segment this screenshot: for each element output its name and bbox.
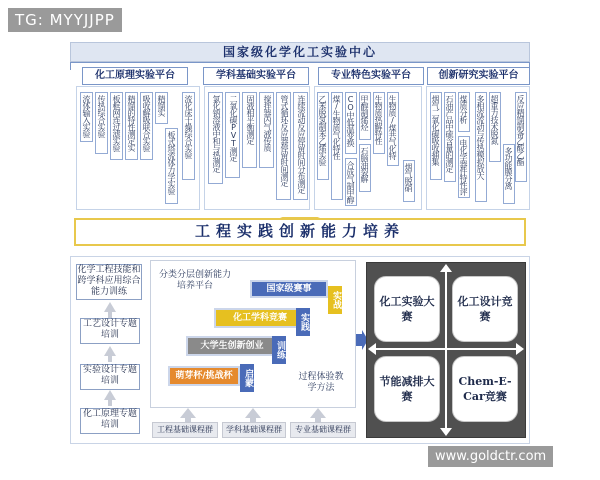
experiment-item: 精馏实: [155, 92, 168, 124]
experiment-item: 板框网连过滤实验: [110, 92, 123, 160]
experiment-item: 连续流动反应停留时间分布测定: [293, 92, 308, 200]
platform-label-chem-principle: 化工原理实验平台: [82, 67, 188, 85]
course-group-engineering: 工程基础课程群: [152, 422, 218, 438]
competition-chem-e-car: Chem-E-Car竞赛: [452, 356, 518, 422]
competition-chem-design: 化工设计竞赛: [452, 276, 518, 342]
experiment-item: 烟气脱硝: [403, 160, 415, 202]
experiment-item: 生物质热解特性: [373, 92, 385, 154]
step-sprout-cup: 萌芽杯/挑战杯: [168, 366, 240, 386]
experiment-item: 煤质分析: [458, 92, 470, 132]
course-group-specialty: 专业基础课程群: [290, 422, 356, 438]
experiment-item: 超重力技术脱氮: [489, 92, 501, 162]
header-title: 国家级化学化工实验中心: [70, 42, 530, 62]
main-capability-bar: 工程实践创新能力培养: [74, 218, 526, 246]
experiment-item: 煤/生物质气化特性: [331, 92, 343, 200]
training-box-process-design: 工艺设计专题培训: [80, 318, 140, 344]
experiment-item: 甲醇制烯烃: [359, 92, 371, 140]
experiment-item: 二氧化碳PVT测定: [225, 92, 240, 178]
experiment-item: 合成气制甲醇: [345, 158, 357, 206]
experiment-item: 乙苯脱氢制苯乙烯实验: [317, 92, 329, 180]
left-up-arrows: [102, 300, 118, 410]
experiment-item: CO中低温变换: [345, 92, 357, 154]
stage-label-practice: 实践: [296, 308, 310, 336]
experiment-item: 板式塔流体力学实验: [165, 128, 178, 204]
experiment-item: 流化床干燥综合实验: [182, 92, 195, 180]
course-up-arrows: [150, 406, 356, 422]
experiment-item: 石脑油裂解: [359, 144, 371, 192]
experiment-item: 精馏的特性测定实: [125, 92, 138, 160]
training-box-experiment-design: 实验设计专题培训: [80, 364, 140, 390]
platform-note: 分类分层创新能力培养平台: [158, 270, 231, 291]
course-group-discipline: 学科基础课程群: [222, 422, 286, 438]
experiment-item: 搅拌器内气液传质: [259, 92, 274, 168]
step-national: 国家级赛事: [250, 280, 328, 298]
experiment-item: 吸收解吸联合实验: [140, 92, 153, 160]
experiment-item: 传热综合实验: [95, 92, 108, 154]
experiment-item: 多相流流动与传热模拟放大: [475, 92, 487, 202]
watermark-top: TG: MYYJJPP: [8, 8, 122, 32]
training-box-chem-principle: 化工原理专题培训: [80, 408, 140, 434]
experiment-item: 反应精馏制备乙酸乙酯: [515, 92, 527, 182]
experiment-item: 烟气二氧化碳吸收捕集: [430, 92, 442, 180]
stage-label-training: 训练: [272, 336, 286, 364]
experiment-item: 氯化钠溶液中和与热测定: [208, 92, 223, 184]
watermark-bottom: www.goldctr.com: [428, 446, 553, 467]
experiment-item: 固液相平衡测定: [242, 92, 257, 168]
competition-energy-saving: 节能减排大赛: [374, 356, 440, 422]
main-bar-arrow: [74, 210, 526, 218]
step-innovation: 大学生创新创业: [186, 336, 278, 356]
step-discipline-competition: 化工学科竞赛: [214, 308, 306, 328]
experiment-item: 管式循环反应器停留时间测定: [276, 92, 291, 200]
platform-label-innovation: 创新研究实验平台: [427, 67, 530, 85]
stage-label-enlighten: 启蒙: [240, 364, 254, 392]
platform-label-specialty: 专业特色实验平台: [318, 67, 424, 85]
method-note: 过程体验教学方法: [298, 372, 344, 393]
experiment-item: 流体输入实验: [80, 92, 93, 142]
experiment-item: 生物质/煤共气化特: [387, 92, 399, 166]
experiment-item: 多功能膜分离: [503, 144, 515, 204]
experiment-item: 电化学器件特性评: [458, 136, 470, 198]
training-box-comprehensive: 化学工程技能和跨学科应用综合能力训练: [76, 264, 142, 300]
experiment-item: 石油产品中硫含量的测定: [444, 92, 456, 182]
stage-label-combat: 实战: [328, 286, 342, 314]
competition-chem-experiment: 化工实验大赛: [374, 276, 440, 342]
platform-label-discipline-basic: 学科基础实验平台: [203, 67, 309, 85]
